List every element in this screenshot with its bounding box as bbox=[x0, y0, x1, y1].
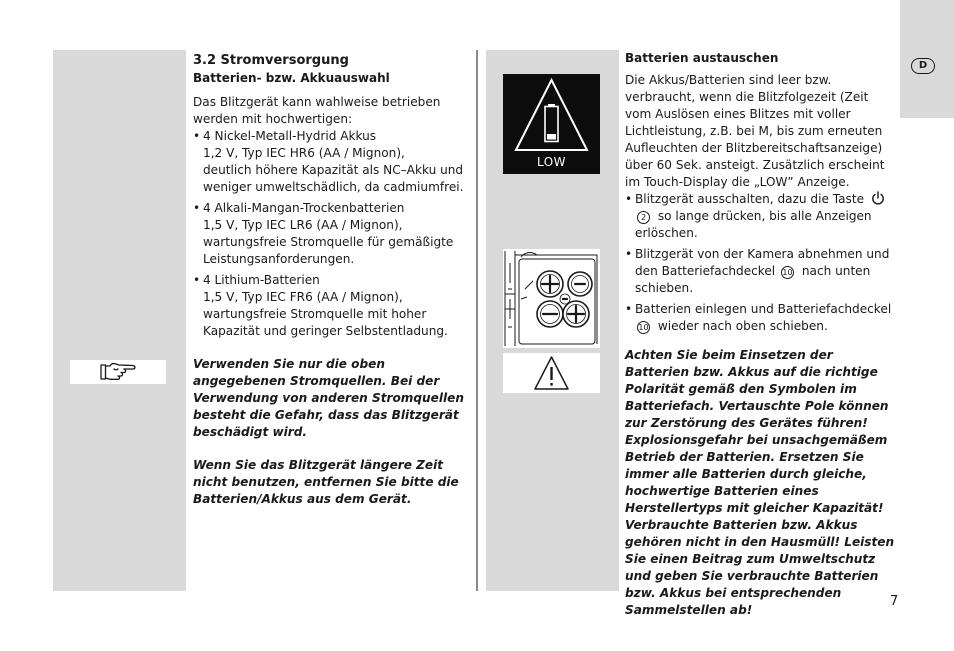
battery-compartment-illustration bbox=[503, 249, 600, 348]
battery-type-list bbox=[193, 128, 473, 340]
polarity-warning: Achten Sie beim Einsetzen der Batterien bzw. Akkus auf die richtige Polarität gemäß den Symbolen im Batteriefach. Vertauschte Pole können zur Zerstörung des Gerätes führen! Explosionsgefahr bei unsachgemäßem Betrieb der Batterien. Ersetzen Sie immer alle Batterien durch gleiche, hochwertige Batterien eines Herstellertyps mit gleicher Kapazität! Verbrauchte Batterien bzw. Akkus gehören nicht in den Hausmüll! Leisten Sie einen Beitrag zum Umweltschutz und geben Sie verbrauchte Batterien bzw. Akkus bei entsprechenden Sammelstellen ab! bbox=[625, 348, 895, 617]
ref-number: 10 bbox=[638, 323, 649, 332]
item-desc: wartungsfreie Stromquelle für gemäßigte Leistungsanforderungen. bbox=[203, 235, 454, 266]
ref-number: 10 bbox=[782, 268, 793, 277]
left-margin-column bbox=[53, 50, 186, 591]
list-item bbox=[625, 191, 895, 242]
step-text: so lange drücken, bis alle Anzeigen erlöschen. bbox=[635, 209, 872, 240]
battery-compartment-image bbox=[503, 249, 600, 348]
item-spec: 1,2 V, Typ IEC HR6 (AA / Mignon), bbox=[203, 146, 405, 160]
hazard-box bbox=[503, 353, 600, 393]
list-item bbox=[193, 272, 473, 340]
item-title: • 4 Nickel-Metall-Hydrid Akkus bbox=[203, 129, 377, 143]
replace-intro: Die Akkus/Batterien sind leer bzw. verbraucht, wenn die Blitzfolgezeit (Zeit vom Auslösen eines Blitzes mit voller Lichtleistung, z.B. bei M, bis zum erneuten Aufleuchten der Blitzbereitschaftsanzeige) über 60 Sek. ansteigt. Zusätzlich erscheint im Touch-Display die „LOW” Anzeige. bbox=[625, 73, 885, 189]
list-item bbox=[625, 246, 895, 297]
column-divider bbox=[476, 50, 478, 591]
page-number: 7 bbox=[890, 594, 899, 609]
item-title: • 4 Lithium-Batterien bbox=[203, 273, 320, 287]
pointing-hand-icon bbox=[70, 360, 166, 384]
language-badge: D bbox=[911, 58, 935, 74]
item-spec: 1,5 V, Typ IEC LR6 (AA / Mignon), bbox=[203, 218, 403, 232]
replace-batteries-heading: Batterien austauschen bbox=[625, 51, 779, 65]
step-text: Blitzgerät von der Kamera abnehmen und den Batteriefachdeckel bbox=[635, 247, 890, 278]
item-desc: deutlich höhere Kapazität als NC–Akku und weniger umweltschädlich, da cadmiumfrei. bbox=[203, 163, 464, 194]
item-desc: wartungsfreie Stromquelle mit hoher Kapazität und geringer Selbstentladung. bbox=[203, 307, 448, 338]
section-subheading: Batterien- bzw. Akkuauswahl bbox=[193, 71, 390, 85]
warning-triangle-icon bbox=[503, 353, 600, 393]
left-text-column bbox=[193, 53, 473, 508]
ref-number: 2 bbox=[637, 211, 650, 224]
item-spec: 1,5 V, Typ IEC FR6 (AA / Mignon), bbox=[203, 290, 403, 304]
step-text: Batterien einlegen und Batteriefachdeckel bbox=[635, 302, 892, 316]
low-label: LOW bbox=[536, 155, 567, 169]
step-text: Blitzgerät ausschalten, dazu die Taste bbox=[635, 192, 865, 206]
note-box bbox=[70, 360, 166, 384]
replace-steps bbox=[625, 191, 895, 335]
step-text: wieder nach oben schieben. bbox=[657, 319, 828, 333]
power-source-warning: Verwenden Sie nur die oben angegebenen Stromquellen. Bei der Verwendung von anderen Stromquellen besteht die Gefahr, dass das Blitzgerät beschädigt wird. bbox=[193, 357, 464, 439]
intro-text: Das Blitzgerät kann wahlweise betrieben werden mit hochwertigen: bbox=[193, 95, 441, 126]
power-button-icon bbox=[871, 191, 885, 205]
right-text-column bbox=[625, 51, 895, 619]
list-item bbox=[193, 200, 473, 268]
section-heading: 3.2 Stromversorgung bbox=[193, 53, 349, 68]
item-title: • 4 Alkali-Mangan-Trockenbatterien bbox=[203, 201, 405, 215]
low-battery-display bbox=[503, 74, 600, 174]
list-item bbox=[625, 301, 895, 335]
storage-warning: Wenn Sie das Blitzgerät längere Zeit nicht benutzen, entfernen Sie bitte die Batterien/Akkus aus dem Gerät. bbox=[193, 458, 459, 506]
list-item bbox=[193, 128, 473, 196]
step-text: nach unten schieben. bbox=[635, 264, 871, 295]
